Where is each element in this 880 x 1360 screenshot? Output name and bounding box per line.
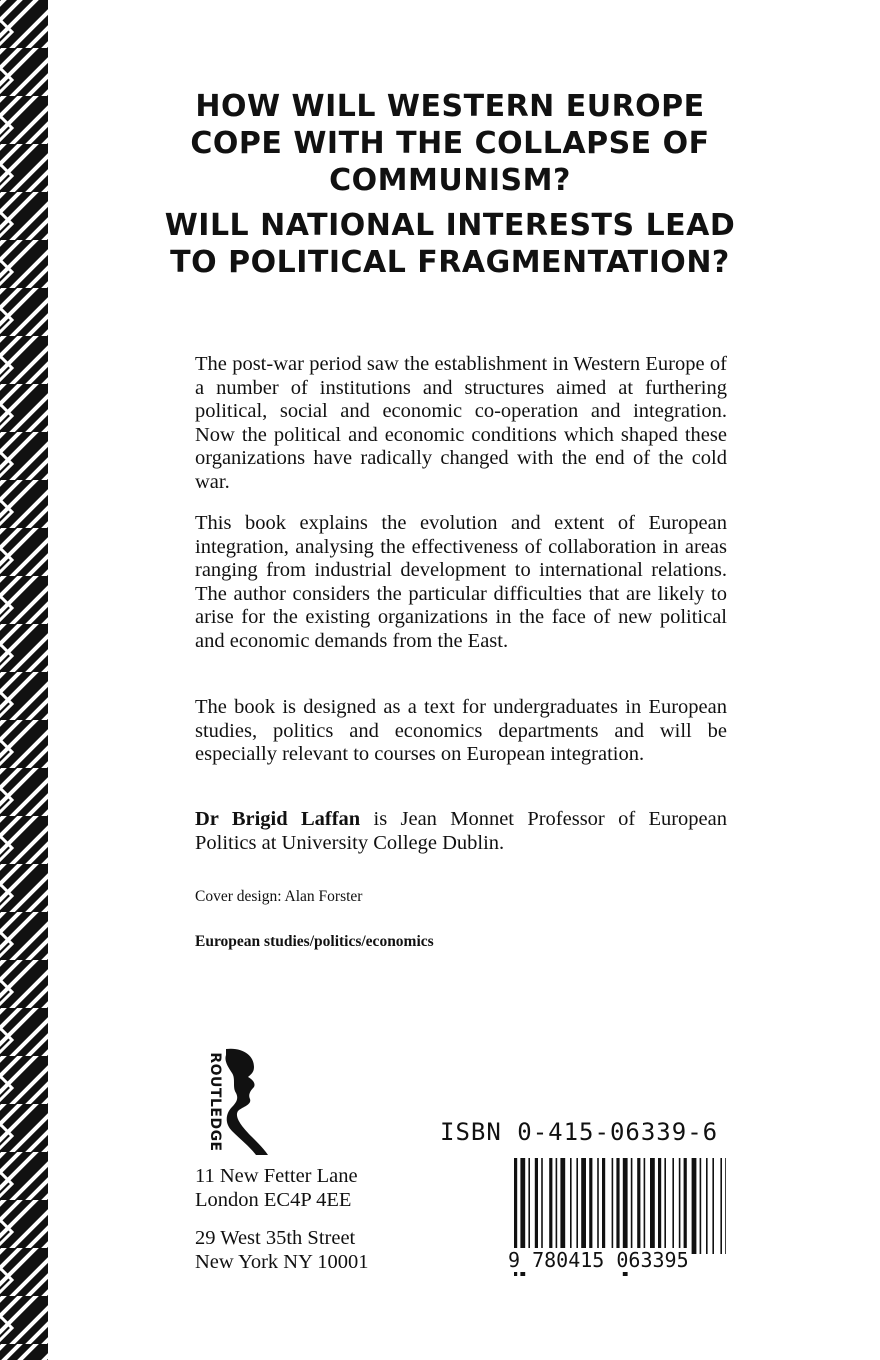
- address-us-line-2: New York NY 10001: [195, 1250, 369, 1273]
- publisher-address-us: [195, 1227, 369, 1274]
- description-paragraph-1: The post-war period saw the establishment in Western Europe of a number of institutions and structures aimed at furthering political, social and economic co-operation and integration. Now the political and economic conditions which shaped these organizations have radically changed with the end of the cold war.: [195, 353, 727, 493]
- address-uk-line-2: London EC4P 4EE: [195, 1188, 352, 1211]
- isbn-number: ISBN 0-415-06339-6: [440, 1118, 719, 1146]
- address-us-line-1: 29 West 35th Street: [195, 1227, 356, 1249]
- author-bio-text: is Jean Monnet Professor of European Politics at University College Dublin.: [195, 808, 727, 854]
- author-bio: [195, 808, 727, 855]
- decorative-border-pattern-icon: [0, 0, 48, 1360]
- headline-question-1: HOW WILL WESTERN EUROPE COPE WITH THE COLLAPSE OF COMMUNISM?: [190, 89, 710, 198]
- subject-category: European studies/politics/economics: [195, 933, 434, 950]
- description-paragraph-3: The book is designed as a text for undergraduates in European studies, politics and economics departments and will be especially relevant to courses on European integration.: [195, 696, 727, 765]
- barcode-digits: 9 780415 063395: [508, 1248, 689, 1272]
- routledge-logo: [190, 1047, 272, 1157]
- author-name: Dr Brigid Laffan: [195, 808, 361, 830]
- routledge-profile-logo-icon: [220, 1047, 270, 1157]
- description-paragraph-2: This book explains the evolution and extent of European integration, analysing the effectiveness of collaboration in areas ranging from industrial development to international relations. The author considers the particular difficulties that are likely to arise for the existing organizations in the face of new political and economic demands from the East.: [195, 512, 727, 652]
- publisher-name: ROUTLEDGE: [207, 1052, 223, 1152]
- cover-design-credit: Cover design: Alan Forster: [195, 888, 363, 905]
- publisher-address-uk: [195, 1165, 358, 1212]
- address-uk-line-1: 11 New Fetter Lane: [195, 1165, 358, 1187]
- headline-question-2: WILL NATIONAL INTERESTS LEAD TO POLITICAL FRAGMENTATION?: [164, 208, 736, 280]
